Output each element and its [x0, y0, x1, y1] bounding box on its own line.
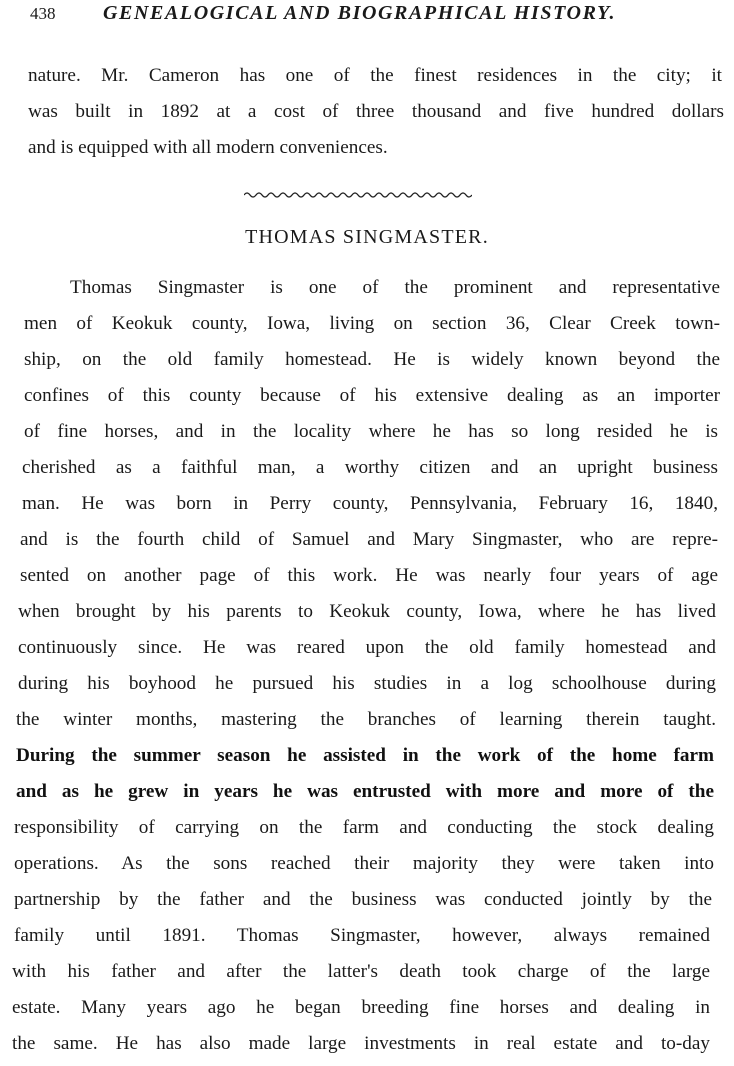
- text-line: confines of this county because of his extensive dealing as an importer: [24, 385, 720, 406]
- wavy-divider-ornament: [244, 190, 472, 200]
- text-line: the winter months, mastering the branches of learning therein taught.: [16, 709, 716, 730]
- page-number: 438: [30, 4, 56, 23]
- text-line: of fine horses, and in the locality where he has so long resided he is: [24, 421, 718, 442]
- text-line: Thomas Singmaster is one of the prominent and representative: [70, 277, 720, 298]
- page-header: [30, 2, 710, 28]
- article-title: THOMAS SINGMASTER.: [245, 226, 489, 248]
- text-line: operations. As the sons reached their majority they were taken into: [14, 853, 714, 874]
- text-line: continuously since. He was reared upon the old family homestead and: [18, 637, 716, 658]
- text-line: the same. He has also made large investments in real estate and to-day: [12, 1033, 710, 1054]
- text-line: and is the fourth child of Samuel and Mary Singmaster, who are repre-: [20, 529, 718, 550]
- text-line: during his boyhood he pursued his studies in a log schoolhouse during: [18, 673, 716, 694]
- text-line: when brought by his parents to Keokuk county, Iowa, where he has lived: [18, 601, 716, 622]
- text-line: During the summer season he assisted in the work of the home farm: [16, 745, 714, 766]
- text-line: sented on another page of this work. He was nearly four years of age: [20, 565, 718, 586]
- text-line: nature. Mr. Cameron has one of the finest residences in the city; it: [28, 65, 722, 86]
- running-head: GENEALOGICAL AND BIOGRAPHICAL HISTORY.: [103, 2, 617, 24]
- text-line: men of Keokuk county, Iowa, living on section 36, Clear Creek town-: [24, 313, 720, 334]
- text-line: ship, on the old family homestead. He is widely known beyond the: [24, 349, 720, 370]
- text-line: with his father and after the latter's death took charge of the large: [12, 961, 710, 982]
- text-line: and as he grew in years he was entrusted with more and more of the: [16, 781, 714, 802]
- text-line: responsibility of carrying on the farm and conducting the stock dealing: [14, 817, 714, 838]
- text-line: was built in 1892 at a cost of three thousand and five hundred dollars: [28, 101, 724, 122]
- text-line: cherished as a faithful man, a worthy citizen and an upright business: [22, 457, 718, 478]
- text-line: man. He was born in Perry county, Pennsylvania, February 16, 1840,: [22, 493, 718, 514]
- text-line: estate. Many years ago he began breeding fine horses and dealing in: [12, 997, 710, 1018]
- text-line: family until 1891. Thomas Singmaster, however, always remained: [14, 925, 710, 946]
- text-line: and is equipped with all modern conveniences.: [28, 137, 388, 158]
- text-line: partnership by the father and the business was conducted jointly by the: [14, 889, 712, 910]
